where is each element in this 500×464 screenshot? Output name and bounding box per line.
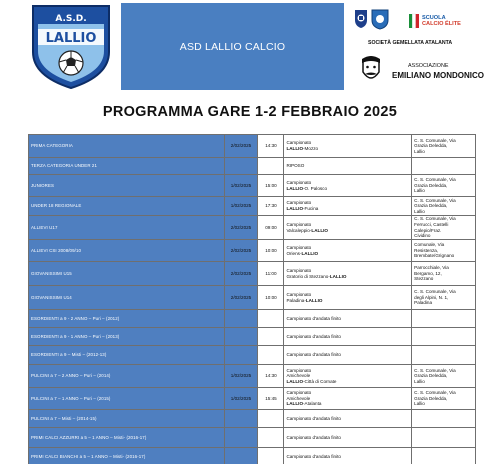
venue-text: Brembate/Grignano [414,253,455,259]
venue-cell [412,428,476,447]
venue-cell [412,262,476,285]
table-row [29,328,476,346]
category-cell: TERZA CATEGORIA UNDER 21 [29,158,225,174]
date-cell: 2/02/2025 [225,216,259,239]
time-cell: 10:00 [258,286,284,309]
date-cell [225,448,259,464]
time-cell [258,328,284,345]
match-text: LALLIO [286,146,304,151]
category-cell: PRIMA CATEGORIA [29,135,225,157]
venue-cell [412,216,476,239]
venue-text: C. S. Comunale, Via [414,137,456,143]
venue-text: Parrocchiale, Via [414,265,449,271]
date-cell: 2/02/2025 [225,262,259,285]
time-cell [258,428,284,447]
logo-text-name: LALLIO [45,31,97,46]
venue-cell [412,365,476,387]
category-cell: PULCINI a 7 – 1 ANNO – Puri – (2015) [29,388,225,409]
match-text: Amichevole [286,395,311,401]
table-row [29,197,476,216]
match-cell [284,197,412,215]
match-text: LALLIO [301,250,319,256]
venue-text: Grazia Deledda, [414,143,448,149]
match-cell [284,410,412,427]
venue-cell [412,240,476,261]
mondonico-face-icon [358,54,384,86]
table-row [29,448,476,464]
badge-logo-icon [370,8,390,30]
match-text: -Mozzo [303,146,319,151]
date-cell [225,328,259,345]
match-text: Campionato [286,367,312,373]
table-row [29,346,476,365]
time-cell [258,310,284,327]
table-row [29,388,476,410]
match-text: Paladina- [286,297,306,303]
table-row [29,410,476,428]
time-cell: 11:00 [258,262,284,285]
venue-cell [412,310,476,327]
match-text: Campionato d'andata finito [286,333,341,339]
time-cell: 09:00 [258,216,284,239]
match-cell [284,286,412,309]
date-cell: 1/02/2025 [225,365,259,387]
match-cell [284,262,412,285]
time-cell: 10:00 [258,240,284,261]
sponsors-area [350,3,498,91]
match-cell [284,346,412,364]
atalanta-logo-icon [354,9,368,29]
match-text: Campionato [286,200,312,206]
venue-text: Lallio [414,378,425,384]
match-text: Campionato d'andata finito [286,415,341,421]
match-text: Gratorio di Stezzano- [286,273,330,279]
venue-cell [412,410,476,427]
sponsor-associazione: ASSOCIAZIONE [408,63,449,69]
venue-text: Resistenza, [414,247,439,253]
category-cell: PULCINI a 7 – Misti – (2014-15) [29,410,225,427]
venue-text: C. S. Comunale, Via [414,367,456,373]
time-cell: 15:00 [258,175,284,196]
table-row [29,216,476,240]
venue-cell [412,135,476,157]
category-cell: ESORDIENTI a 9 - 1 ANNO – Puri – (2013) [29,328,225,345]
match-text: Campionato [286,267,312,273]
venue-cell [412,346,476,364]
table-row [29,310,476,328]
venue-text: Comunale, Via [414,242,445,248]
match-text: Campionato d'andata finito [286,434,341,440]
category-cell: ESORDIENTI a 9 – Misti – (2012-13) [29,346,225,364]
table-row [29,158,476,175]
match-text: Campionato [286,390,312,396]
venue-text: Lallio [414,401,425,407]
category-cell: JUNIORES [29,175,225,196]
venue-text: Bergamo, 12, [414,270,442,276]
table-row [29,135,476,158]
match-text: -Atalanta [303,401,322,407]
venue-text: Lallio [414,188,425,194]
match-cell [284,388,412,409]
match-text: Oriens- [286,250,302,256]
table-row [29,262,476,286]
date-cell [225,158,259,174]
venue-text: C. S. Comunale, Via [414,177,456,183]
table-row [29,240,476,262]
venue-cell [412,388,476,409]
match-text: Campionato [286,291,312,297]
venue-text: Calepio/Fraz. [414,227,442,233]
match-text: LALLIO [311,227,328,233]
date-cell: 2/02/2025 [225,240,259,261]
page-header [0,0,500,93]
match-cell [284,365,412,387]
match-cell [284,448,412,464]
match-text: Campionato [286,221,312,227]
schedule-table [28,134,476,464]
time-cell [258,410,284,427]
venue-cell [412,158,476,174]
venue-text: Stezzano [414,276,434,282]
venue-text: Cividino [414,233,431,239]
venue-text: Paladina [414,300,433,306]
club-banner [121,3,344,90]
date-cell: 2/02/2025 [225,135,259,157]
venue-text: degli Alpini, N. 1, [414,294,449,300]
time-cell: 15:45 [258,388,284,409]
match-cell [284,216,412,239]
time-cell [258,158,284,174]
table-row [29,365,476,388]
table-row [29,428,476,448]
match-cell [284,135,412,157]
venue-text: Grazia Deledda, [414,395,448,401]
match-text: Campionato d'andata finito [286,352,341,358]
match-text: Campionato [286,140,312,146]
match-cell [284,428,412,447]
category-cell: GIOVANISSIMI U14 [29,286,225,309]
match-text: LALLIO [286,401,304,407]
category-cell: GIOVANISSIMI U15 [29,262,225,285]
date-cell [225,410,259,427]
sponsor-atalanta-text: SOCIETÀ GEMELLATA ATALANTA [368,40,453,46]
match-text: LALLIO [286,206,304,211]
club-logo-icon [27,2,115,90]
category-cell: PRIMI CALCI AZZURRI a 5 – 1 ANNO – Misti- (2016-17) [29,428,225,447]
category-cell: ALLIEVI U17 [29,216,225,239]
time-cell: 14:30 [258,135,284,157]
match-text: LALLIO [286,185,304,191]
venue-text: C. S. Comunale, Via [414,197,456,203]
category-cell: ALLIEVI CSI 2008/09/10 [29,240,225,261]
venue-text: Ferrucci, Castelli [414,221,449,227]
match-cell [284,175,412,196]
time-cell: 17:30 [258,197,284,215]
date-cell: 1/02/2025 [225,197,259,215]
date-cell: 2/02/2025 [225,286,259,309]
match-text: Valcaleppio- [286,227,312,233]
time-cell [258,346,284,364]
venue-text: Lallio [414,148,425,154]
match-text: Campionato [286,244,312,250]
venue-text: C. S. Comunale, Via [414,390,456,396]
date-cell: 1/02/2025 [225,175,259,196]
match-text: Amichevole [286,373,311,379]
page-title: PROGRAMMA GARE 1-2 FEBBRAIO 2025 [102,104,398,120]
venue-cell [412,197,476,215]
date-cell [225,310,259,327]
match-text: LALLIO [305,297,323,303]
match-text: Campionato [286,179,312,185]
match-cell [284,158,412,174]
logo-text-asd: A.S.D. [55,14,87,24]
match-cell [284,310,412,327]
venue-text: C. S. Comunale, Via [414,216,456,222]
sponsor-mondonico: EMILIANO MONDONICO [392,71,484,80]
venue-text: Grazia Deledda, [414,373,448,379]
match-text: LALLIO [329,273,347,279]
match-cell [284,240,412,261]
banner-title: ASD LALLIO CALCIO [179,40,286,53]
venue-text: Grazia Deledda, [414,182,448,188]
category-cell: PULCINI a 7 – 2 ANNO – Puri – (2014) [29,365,225,387]
category-cell: PRIMI CALCI BIANCHI a 5 – 1 ANNO – Misti- (2016-17) [29,448,225,464]
venue-text: Grazia Deledda, [414,203,448,209]
venue-cell [412,175,476,196]
venue-cell [412,328,476,345]
sponsor-scuola-line2: CALCIO ÉLITE [422,21,461,27]
venue-cell [412,448,476,464]
italy-emblem-icon [408,13,420,29]
match-text: RIPOSO [286,163,305,169]
date-cell: 1/02/2025 [225,388,259,409]
date-cell [225,346,259,364]
match-text: LALLIO [286,378,304,384]
match-text: Campionato d'andata finito [286,315,341,321]
venue-cell [412,286,476,309]
table-row [29,175,476,197]
match-text: Campionato d'andata finito [286,454,341,460]
time-cell: 14:30 [258,365,284,387]
match-cell [284,328,412,345]
venue-text: C. S. Comunale, Via [414,289,456,295]
sponsor-scuola-line1: SCUOLA [422,15,446,21]
venue-text: Lallio [414,208,425,214]
table-row [29,286,476,310]
match-text: -Città di Cornate [303,378,337,384]
time-cell [258,448,284,464]
category-cell: ESORDIENTI a 9 - 2 ANNO – Puri – (2012) [29,310,225,327]
match-text: -Fucina [303,206,319,211]
category-cell: UNDER 18 REGIONALE [29,197,225,215]
date-cell [225,428,259,447]
match-text: -O. Palosco [303,185,328,191]
